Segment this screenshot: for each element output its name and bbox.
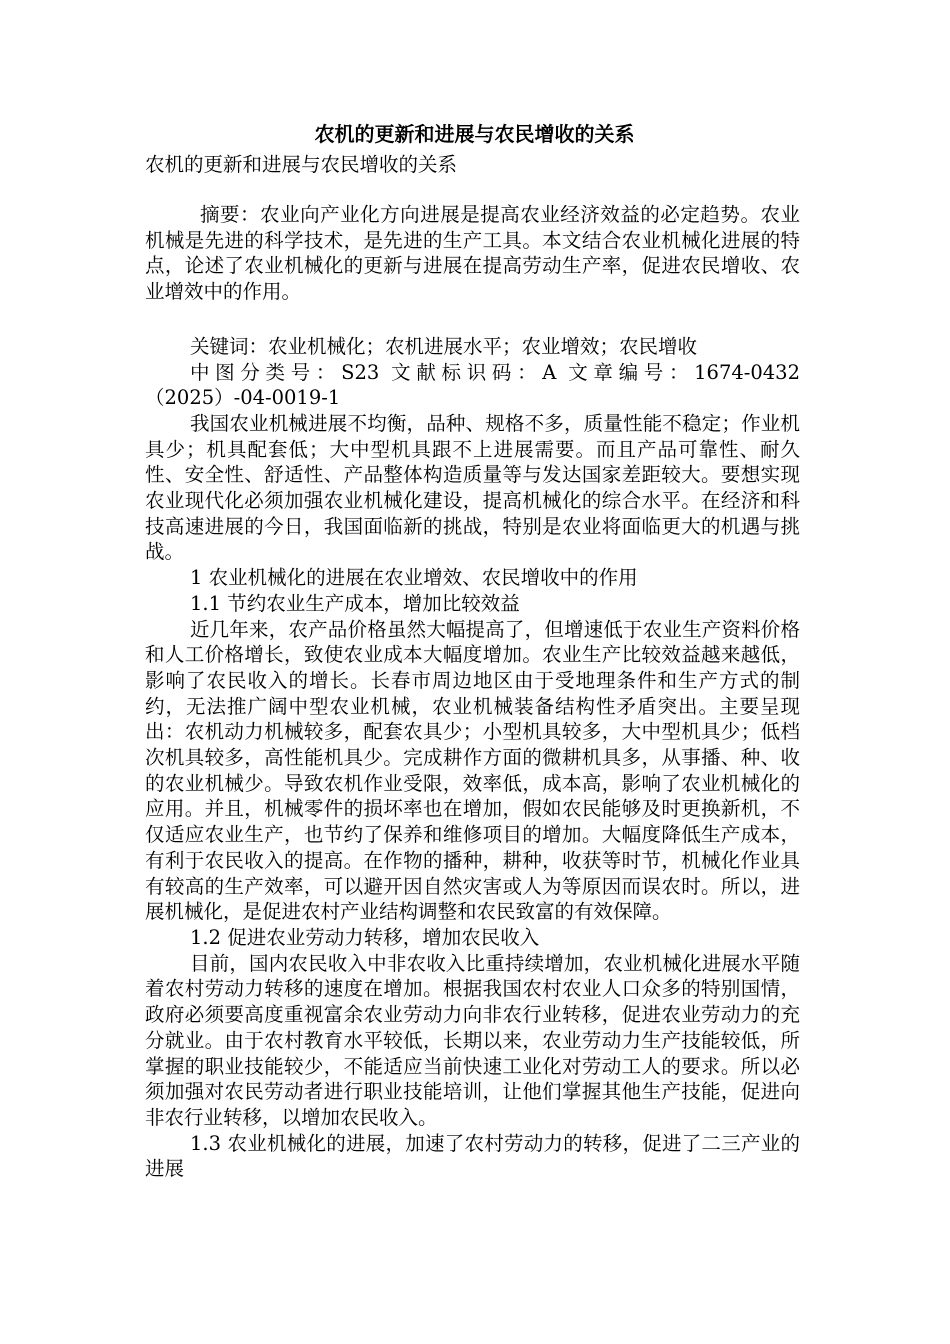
keywords-line: 关键词：农业机械化；农机进展水平；农业增效；农民增收 <box>190 334 698 358</box>
section-heading-1-2: 1.2 促进农业劳动力转移，增加农民收入 <box>190 925 540 949</box>
section-body-1-1: 近几年来，农产品价格虽然大幅提高了，但增速低于农业生产资料价格和人工价格增长，致使农业成本大幅度增加。农业生产比较效益越来越低，影响了农民收入的增长。长春市周边地区由于受地理条件和生产方式的制约，无法推广阔中型农业机械，农业机械装备结构性矛盾突出。主要呈现出：农机动力机械较多，配套农具少；小型机具较多，大中型机具少；低档次机具较多，高性能机具少。完成耕作方面的微耕机具多，从事播、种、收的农业机械少。导致农机作业受限，效率低，成本高，影响了农业机械化的应用。并且，机械零件的损坏率也在增加，假如农民能够及时更换新机，不仅适应农业生产，也节约了保养和维修项目的增加。大幅度降低生产成本，有利于农民收入的提高。在作物的播种，耕种，收获等时节，机械化作业具有较高的生产效率，可以避开因自然灾害或人为等原因而误农时。所以，进展机械化，是促进农村产业结构调整和农民致富的有效保障。 <box>145 617 800 924</box>
section-body-1-2: 目前，国内农民收入中非农收入比重持续增加，农业机械化进展水平随着农村劳动力转移的速度在增加。根据我国农村农业人口众多的特别国情，政府必须要高度重视富余农业劳动力向非农行业转移，促进农业劳动力的充分就业。由于农村教育水平较低，长期以来，农业劳动力生产技能较低，所掌握的职业技能较少，不能适应当前快速工业化对劳动工人的要求。所以必须加强对农民劳动者进行职业技能培训，让他们掌握其他生产技能，促进向非农行业转移，以增加农民收入。 <box>145 951 800 1129</box>
abstract-paragraph: 摘要：农业向产业化方向进展是提高农业经济效益的必定趋势。农业机械是先进的科学技术，是先进的生产工具。本文结合农业机械化进展的特点，论述了农业机械化的更新与进展在提高劳动生产率，促进农民增收、农业增效中的作用。 <box>145 203 800 304</box>
document-page <box>145 118 800 1182</box>
document-title: 农机的更新和进展与农民增收的关系 <box>314 122 635 146</box>
document-subtitle: 农机的更新和进展与农民增收的关系 <box>145 153 458 176</box>
intro-paragraph: 我国农业机械进展不均衡，品种、规格不多，质量性能不稳定；作业机具少；机具配套低；大中型机具跟不上进展需要。而且产品可靠性、耐久性、安全性、舒适性、产品整体构造质量等与发达国家差距较大。要想实现农业现代化必须加强农业机械化建设，提高机械化的综合水平。在经济和科技高速进展的今日，我国面临新的挑战，特别是农业将面临更大的机遇与挑战。 <box>145 411 800 564</box>
section-heading-1: 1 农业机械化的进展在农业增效、农民增收中的作用 <box>190 566 638 590</box>
section-heading-1-1: 1.1 节约农业生产成本，增加比较效益 <box>190 591 520 615</box>
classification-line: 中图分类号：S23 文献标识码：A 文章编号：1674-0432（2025）-04-0019-1 <box>145 360 800 410</box>
section-heading-1-3: 1.3 农业机械化的进展，加速了农村劳动力的转移，促进了二三产业的进展 <box>145 1131 800 1181</box>
